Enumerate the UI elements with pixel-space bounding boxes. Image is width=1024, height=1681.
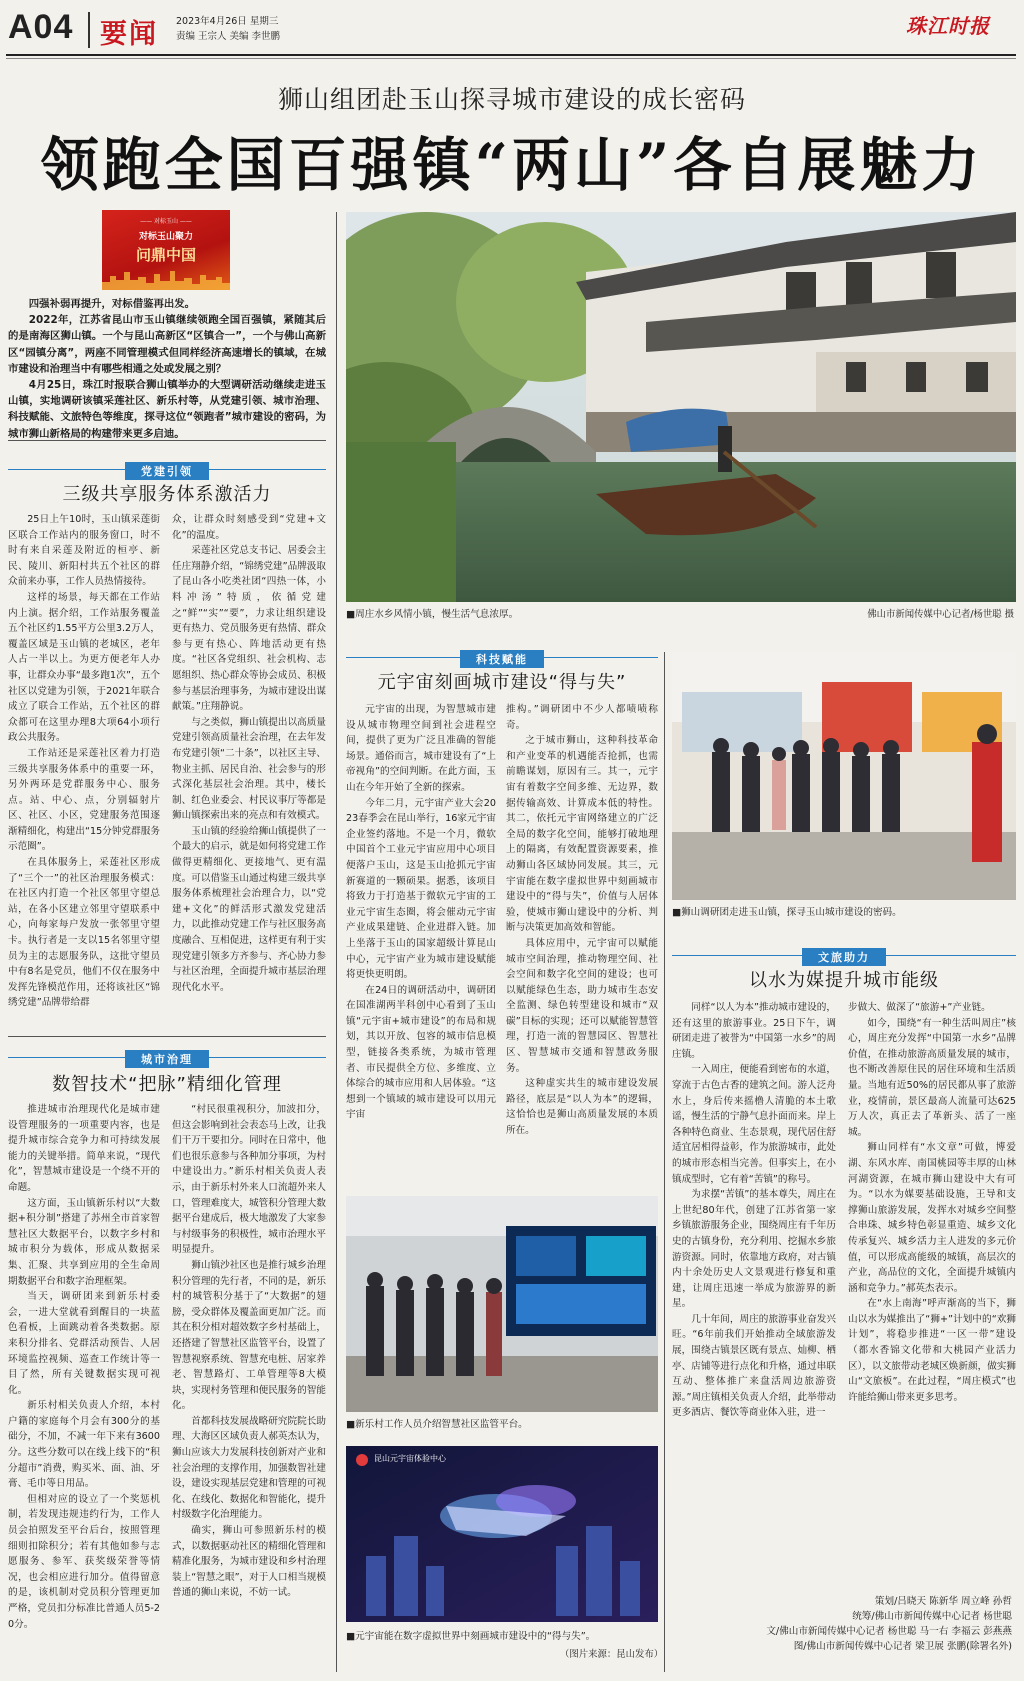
photo-smart-community (346, 1196, 658, 1412)
logo-line-3: 问鼎中国 (135, 246, 196, 264)
paragraph: 如今，围绕“有一种生活叫周庄”核心，周庄充分发挥“中国第一水乡”品牌价值，在推动旅游高质量发展的城市，也不断改善原住民的居住环境和生活质量。当地有近50%的居民都从事了旅游业，疫情前，景区最高人流量可达625万人次，真正去了革新头、活了一座城。 (848, 1017, 1016, 1138)
credit-line: 策划/吕晓天 陈新华 周立峰 孙哲 (874, 1596, 1012, 1607)
paragraph: 这方面，玉山镇新乐村以“大数据+积分制”搭建了苏州全市首家智慧社区大数据平台，以数字乡村和城市积分为载体，形成从数据采集、汇聚、共享到应用的全生命周期数据平台和数字治理框架。 (8, 1197, 160, 1287)
paragraph: “村民很重视积分，加波扣分，但这会影响到社会表态马上改，让我们干万干要扣分。同时在日常中，他们也很乐意参与各种加分事项，为村中建设出力。”新乐村相关负责人表示，由于新乐村外来人口流超外来人口，管理难度大，城管积分管理大数据平台建成后，极大地激发了大家参与村级事务的积极性，城市治理水平明显提升。 (172, 1104, 326, 1256)
section4-title: 以水为媒提升城市能级 (749, 970, 939, 991)
section3-col2 (506, 702, 658, 1172)
section3-title: 元宇宙刻画城市建设“得与失” (377, 672, 627, 693)
paragraph: 推进城市治理现代化是城市建设管理服务的一项重要内容，也是提升城市综合竞争力和可持续发展能力的关键举措。简单来说，“现代化”，智慧城市建设是一个绕不开的命题。 (8, 1104, 160, 1193)
section4-col1 (672, 1000, 836, 1560)
paragraph: 确实，狮山可参照新乐村的模式，以数据驱动社区的精细化管理和精准化服务，为城市建设和乡村治理装上“智慧之眼”，对于人口相当规模普通的狮山来说，不妨一试。 (172, 1525, 326, 1599)
paragraph: 工作站还是采莲社区着力打造三级共享服务体系中的重要一环，另外两环是党群服务中心、服务点。站、中心、点，分别辐射片区、社区、小区，党建服务范围逐渐精细化，构建出“15分钟党群服务示范圈”。 (8, 747, 160, 853)
paragraph: 在具体服务上，采莲社区形成了“三个一”的社区治理服务模式：在社区内打造一个社区邻里守望总站，在各小区建立邻里守望联系中心，向每家每户发放一张邻里守望卡。执行者是一支以15名邻里守望员为主的志愿服务队，这批守望员中有8名是党员，他们不仅在服务中发挥先锋模范作用，还将该社区“锦绣党建”品牌带给群 (8, 857, 160, 1009)
divider (8, 440, 326, 441)
credits-box (672, 1594, 1012, 1654)
paragraph: 在24日的调研活动中，调研团在国准湖两半科创中心看到了玉山镇“元宇宙+城市建设”的布局和规划，其以开放、包容的城市信息模型，链接各类系统，为城市管理者、市民提供全方位、多维度、立体综合的城市应用和人居体验。“这想到一个镇域的城市建设可以用元宇宙 (346, 984, 496, 1121)
section2-title: 数智技术“把脉”精细化管理 (52, 1074, 282, 1095)
photo-delegation (672, 652, 1016, 900)
paragraph: 几十年间，周庄的旅游事业奋发兴旺。“6年前我们开始推动全域旅游发展，围绕古镇景区既有景点、灿柳、栖亭、店铺等进行点化和升格，通过串联互动、整体推广来盘活周边旅游资源。”周庄镇相关负责人介绍，此举带动更多酒店、餐饮等商业体入驻，进一 (672, 1313, 836, 1419)
photo4-caption: ■元宇宙能在数字虚拟世界中刻画城市建设中的“得与失”。 (346, 1631, 596, 1642)
section1-col1 (8, 512, 160, 1024)
paragraph: 但相对应的设立了一个奖惩机制，若发现违规违约行为，工作人员会拍照发至平台后台，按照管理细则扣除积分；若有其他如参与志愿服务、参军、获奖级荣誉等情况，也会相应进行加分。值得留意的是，该机制对党员积分管理更加严格，党员扣分标准比普通人员5-20分。 (8, 1493, 160, 1630)
water-town-image (346, 212, 1016, 602)
photo3-caption: ■新乐村工作人员介绍智慧社区监管平台。 (346, 1419, 528, 1430)
section4-col2 (848, 1000, 1016, 1560)
paragraph: 具体应用中，元宇宙可以赋能城市空间治理，推动物理空间、社会空间和数字化空间的建设；也可以赋能绿色生态，助力城市生态安全监测、绿色转型建设和城市“双碳”目标的实现；还可以赋能智慧管理，打造一流的智慧园区、智慧社区、智慧城市交通和智慧政务服务。 (506, 937, 658, 1074)
delegation-image (672, 652, 1016, 900)
intro-paragraph: 2022年，江苏省昆山市玉山镇继续领跑全国百强镇，紧随其后的是南海区狮山镇。一个与昆山高新区“区镇合一”，一个与佛山高新区“园镇分离”，两座不同管理模式但同样经济高速增长的镇域，在城市建设和治理当中有哪些相通之处或发展之别？ (8, 314, 326, 375)
photo2-caption: ■狮山调研团走进玉山镇，探寻玉山城市建设的密码。 (672, 907, 902, 918)
paragraph: 之于城市狮山，这种科技革命和产业变革的机遇能否抢抓，也需前瞻谋划，原因有三。其一，元宇宙有着数字空间多维、无边界，数据传输高效、计算成本低的特性。其二，依托元宇宙网络建立的广泛全局的数字化空间，能够打破地理上的隔离，有效配置资源要素，推动狮山各区域协同发展。其三，元宇宙能在数字虚拟世界中刻画城市建设中的“得与失”，价值与人居体验，使城市狮山建设中的分析、判断与决策更加高效和智能。 (506, 735, 658, 934)
issue-date: 2023年4月26日 星期三 (176, 16, 279, 27)
section2-col2 (172, 1102, 326, 1674)
header-separator (88, 12, 90, 48)
logo-line-1: —— 对标玉山 —— (140, 218, 192, 225)
credit-line: 文/佛山市新闻传媒中心记者 杨世聪 马一右 李福云 彭燕燕 (766, 1626, 1012, 1637)
photo1-credit: 佛山市新闻传媒中心记者/杨世聪 摄 (867, 609, 1014, 620)
intro-paragraph: 四强补弱再提升，对标借鉴再出发。 (28, 298, 196, 310)
intro-text (8, 296, 326, 442)
section3-col1 (346, 702, 496, 1172)
metaverse-image (346, 1446, 658, 1622)
section2-col1 (8, 1102, 160, 1674)
campaign-logo (102, 210, 230, 290)
header-rule-thin (6, 58, 1016, 59)
paragraph: 同样“以人为本”推动城市建设的，还有这里的旅游事业。25日下午，调研团走进了被誉为“中国第一水乡”的周庄镇。 (672, 1002, 836, 1060)
newspaper-brand: 珠江时报 (906, 14, 990, 38)
photo-metaverse (346, 1446, 658, 1622)
column-rule (664, 652, 665, 1672)
section-tag: 城市治理 (125, 1050, 209, 1068)
paragraph: 步做大、做深了“旅游+”产业链。 (848, 1002, 991, 1013)
section-tag: 党建引领 (125, 462, 209, 480)
paragraph: 在“水上南海”呼声渐高的当下，狮山以水为媒推出了“狮+”计划中的“欢狮计划”，将稳步推进“一区一带”建设（都水香锦文化带和大桃园产业活力区），以文旅带动老城区焕新颜，做实狮山“文旅板”。在此过程，“周庄模式”也许能给狮山带来更多思考。 (848, 1298, 1016, 1403)
column-rule (336, 212, 337, 1672)
paragraph: 与之类似，狮山镇提出以高质量党建引领高质量社会治理，在去年发布党建引领“二十条”，以社区主导、物业主抓、居民自治、社会参与的形式深化基层社会治理。其中，楼长制、红色业委会、村民议事厅等都是狮山镇探索出来的亮点和有效模式。 (172, 716, 326, 822)
header-rule (6, 54, 1016, 56)
section1-header (8, 460, 326, 480)
section-name: 要闻 (100, 19, 158, 50)
metaverse-sign: 昆山元宇宙体验中心 (374, 1454, 446, 1463)
section1-col2 (172, 512, 326, 1024)
section3-header (346, 648, 658, 668)
divider (8, 1036, 326, 1037)
paragraph: 这种虚实共生的城市建设发展路径，底层是“以人为本”的逻辑，这恰恰也是狮山高质量发展的本质所在。 (506, 1078, 658, 1137)
paragraph: 25日上午10时，玉山镇采莲街区联合工作站内的服务窗口，时不时有来自采莲及附近的桓亭、新民、陵川、新阳村共五个社区的群众前来办事，工作人员热情接待。 (8, 514, 160, 588)
paragraph: 众，让群众时刻感受到“党建+文化”的温度。 (172, 514, 326, 541)
paragraph: 狮山镇沙社区也是推行城乡治理积分管理的先行者，不同的是，新乐村的城管积分基于了“大数据”的翅膀，受众群体及覆盖面更加广泛。而其在积分相对超效数字乡村基础上，还搭建了智慧社区监管平台，设置了智慧视察系统、智慧充电桩、居家养老、智慧路灯、工单管理等8大模块，实现村务管理和便民服务的智能化。 (172, 1259, 326, 1412)
section1-title: 三级共享服务体系激活力 (62, 484, 272, 505)
paragraph: 新乐村相关负责人介绍，本村户籍的家庭每个月会有300分的基础分，不加，不减一年下来有3600分。这些分数可以在线上线下的“积分超市”消费，购买米、面、油、牙膏、毛巾等日用品。 (8, 1400, 160, 1490)
paragraph: 今年二月，元宇宙产业大会2023春季会在昆山举行，16家元宇宙企业签约落地。不是一个月，微软中国首个工业元宇宙应用中心项目便落户玉山，这是玉山抢抓元宇宙新赛道的一颗硕果。据悉，该项目将致力于打造基于微软元宇宙的工业元宇宙生态圈，将会催动元宇宙产业成果建链、企业进群入链。加上坐落于玉山的国家超级计算昆山中心，元宇宙产业为城市建设赋能将更快更明朗。 (346, 797, 496, 981)
photo1-caption: ■周庄水乡风情小镇，慢生活气息浓厚。 (346, 609, 519, 620)
paragraph: 这样的场景，每天都在工作站内上演。据介绍，工作站服务覆盖五个社区约1.55平方公里3.2万人，覆盖区域是玉山镇的老城区，老年人占一半以上。为更方便老年人办事，让群众办事“最多跑1次”，五个社区以党建为引领，于2021年联合成立了联合工作站，五个社区的群众都可在这里办理8大项64小项行政公共服务。 (8, 591, 160, 744)
paragraph: 采莲社区党总支书记、居委会主任庄翔静介绍，“锦绣党建”品牌汲取了昆山各小吃类社团“四热一体，小料冲汤”特质，依循党建之“鲜”“实”“要”，力求让组织建设更有热力、党员服务更有热情、群众参与更有热心、阵地活动更有热度。“社区各党组织、社会机构、志愿组织、热心群众等协会成员、积极参与基层治理事务，为城市建设出谋献策。”庄翔静说。 (172, 545, 326, 713)
section2-header (8, 1048, 326, 1068)
editor-line: 责编 王宗人 美编 李世鹏 (176, 31, 281, 42)
headline: 领跑全国百强镇“两山”各自展魅力 (40, 131, 984, 199)
credit-line: 统筹/佛山市新闻传媒中心记者 杨世聪 (852, 1611, 1012, 1622)
paragraph: 元宇宙的出现，为智慧城市建设从城市物理空间到社会进程空间，提供了更为广泛且准确的智能场景。通俗而言，城市建设有了“上帝视角”的空间判断。在此方面，玉山在今年开始了全新的探索。 (346, 704, 496, 793)
section-tag: 文旅助力 (802, 948, 886, 966)
logo-line-2: 对标玉山聚力 (138, 232, 193, 242)
photo4-credit: （图片来源：昆山发布） (560, 1649, 664, 1660)
section-tag: 科技赋能 (460, 650, 544, 668)
credit-line: 图/佛山市新闻传媒中心记者 梁卫展 张鹏(除署名外) (793, 1641, 1012, 1652)
page-number: A04 (8, 8, 74, 46)
paragraph: 当天，调研团来到新乐村委会，一进大堂就看到醒目的一块蓝色看板，上面跳动着各类数据。原来积分排名、党群活动预告、人居环境监控视频、巡查工作统计等一目了然，所有关键数据实现可视化。 (8, 1291, 160, 1396)
paragraph: 玉山镇的经验给狮山镇提供了一个最大的启示，就是如何将党建工作做得更精细化、更接地气、更有温度。可以借鉴玉山通过构建三级共享服务体系梳理社会治理合力，以“党建+文化”的鲜活形式激发党建活力，以此推动党建工作与社区服务高度融合、互相促进，这样更有利于实现党建引领多方齐参与、齐心协力参与社区治理，全面提升城市基层治理现代化水平。 (172, 825, 326, 993)
paragraph: 一入周庄，便能看到密布的水道，穿流于古色古香的建筑之间。游人泛舟水上，身后传来摇橹人清脆的本土歌谣，慢生活的宁静气息扑面而来。岸上各种特色商业、生态景观，现代居住舒适宜居相得益彰，作为旅游城市，此处的城市形态相当完善。但事实上，在小镇成型时，它有着“苦镇”的称号。 (672, 1064, 836, 1185)
intro-paragraph: 4月25日，珠江时报联合狮山镇举办的大型调研活动继续走进玉山镇，实地调研该镇采莲社区、新乐村等，从党建引领、城市治理、科技赋能、文旅特色等维度，探寻这位“领跑者”城市建设的密码，为城市狮山新格局的构建带来更多启迪。 (8, 379, 326, 440)
subheadline: 狮山组团赴玉山探寻城市建设的成长密码 (277, 85, 746, 114)
header-meta (176, 14, 280, 44)
section4-header (672, 946, 1016, 966)
smart-community-image (346, 1196, 658, 1412)
paragraph: 首都科技发展战略研究院院长助理、大海区区域负责人郝英杰认为，狮山应该大力发展科技创新对产业和社会治理的支撑作用，加强数智社建设，建设实现基层党建和管理的可视化、在线化、数据化和智能化，提升村级数字化治理能力。 (172, 1415, 326, 1521)
paragraph: 为求摆“苦镇”的基本尊失，周庄在上世纪80年代，创建了江苏省第一家乡镇旅游服务企业，围绕周庄有千年历史的古镇身份，充分利用、挖掘水乡旅游资源。同时，依靠地方政府，对古镇内十余处历史人文景观进行修复和重建，让周庄迅速一举成为旅游界的新星。 (672, 1189, 836, 1310)
skyline-icon (102, 268, 230, 290)
paragraph: 推构。”调研团中不少人都啧啧称奇。 (506, 704, 658, 731)
photo-water-town (346, 212, 1016, 602)
paragraph: 狮山同样有“水文章”可做，博爱湖、东风水库、南国桃园等丰厚的山林河湖资源，在城市狮山建设中大有可为。“以水为媒要基础设施，王导和支撑狮山旅游发展，发挥水对城乡空间整合串珠、城乡特色彰显重造、城乡文化传承复兴、城乡活力主人进发的多元价值，可以形成高能级的城镇，高层次的产业，高品位的文化，全面提升城镇内涵和竞争力。”郝英杰表示。 (848, 1142, 1016, 1294)
